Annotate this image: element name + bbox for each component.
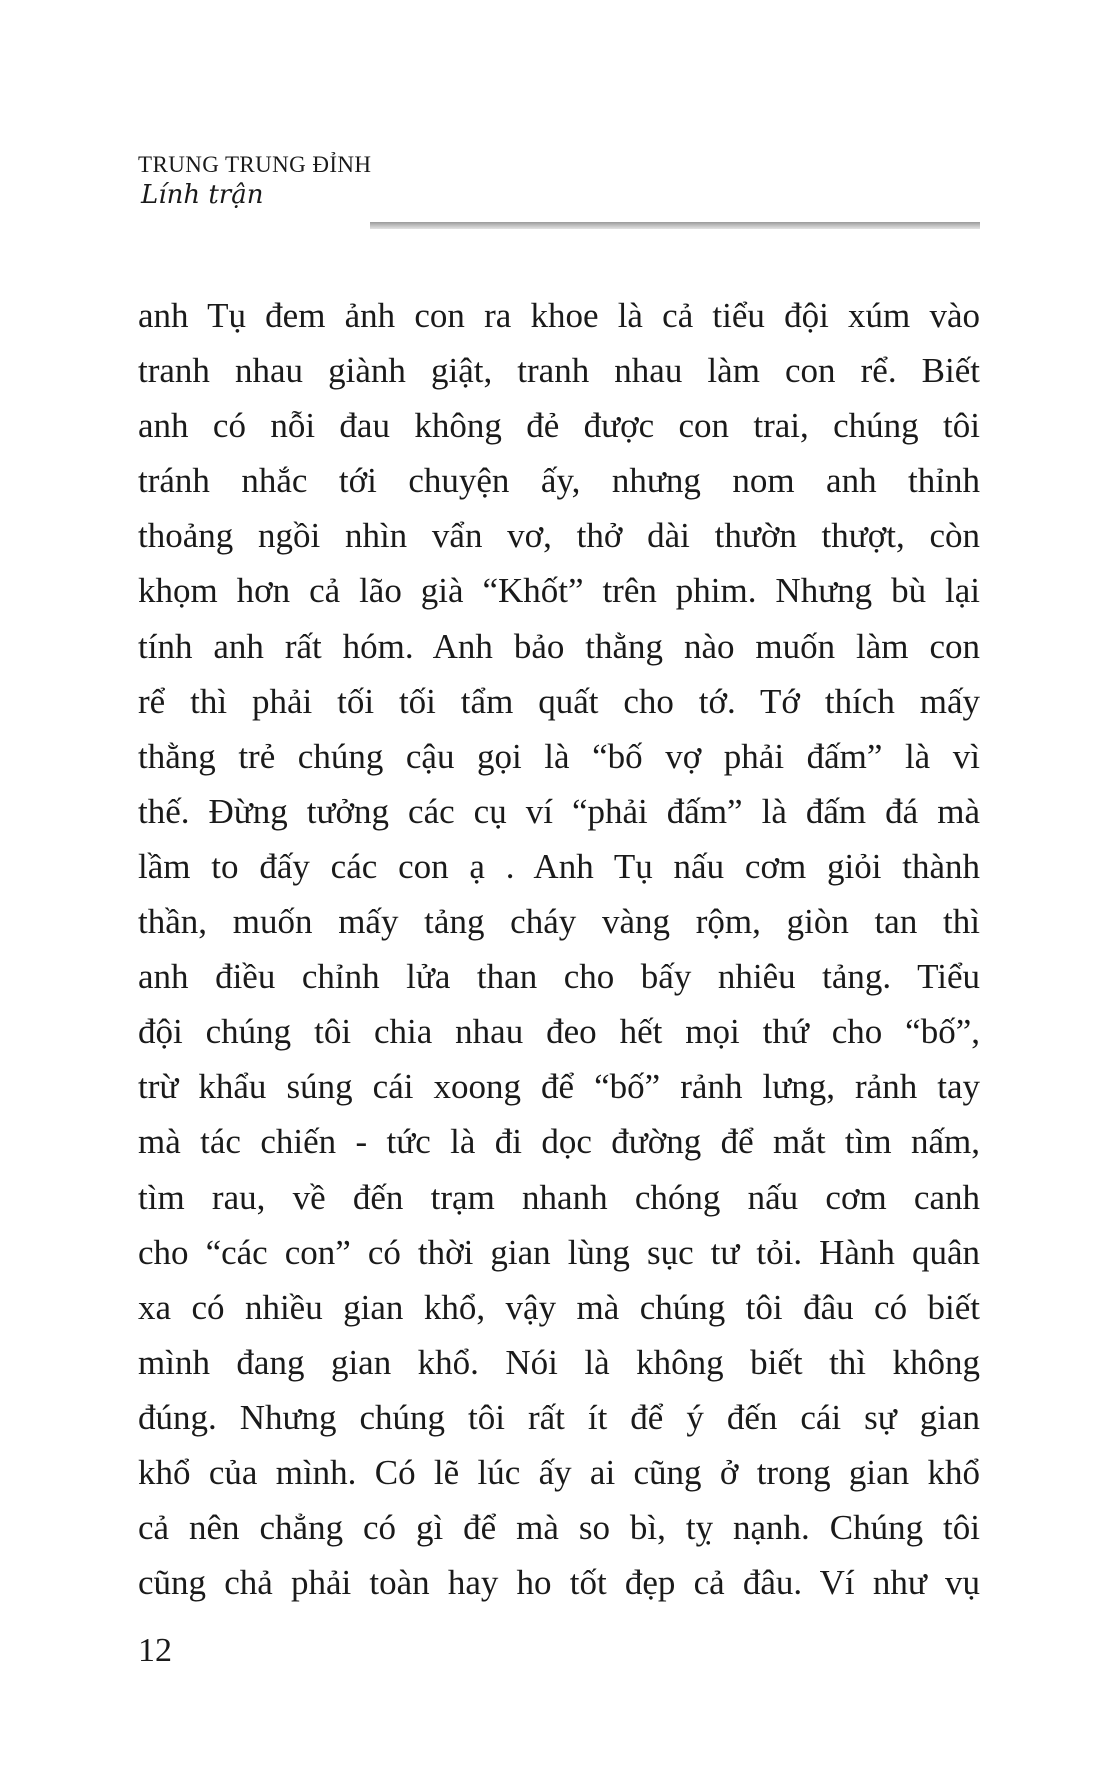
text-line: mà tác chiến - tức là đi dọc đường để mắt tìm nấm, [138, 1122, 980, 1162]
text-line: đội chúng tôi chia nhau đeo hết mọi thứ cho “bố”, [138, 1012, 980, 1052]
book-title: Lính trận [141, 180, 264, 210]
text-line: anh điều chỉnh lửa than cho bấy nhiêu tảng. Tiểu [138, 957, 980, 997]
header-rule [370, 222, 980, 229]
running-header [138, 152, 980, 232]
text-line: khọm hơn cả lão già “Khốt” trên phim. Nhưng bù lại [138, 571, 980, 611]
text-line: trừ khẩu súng cái xoong để “bố” rảnh lưng, rảnh tay [138, 1067, 980, 1107]
text-line: tìm rau, về đến trạm nhanh chóng nấu cơm canh [138, 1177, 980, 1217]
text-line: tránh nhắc tới chuyện ấy, nhưng nom anh thỉnh [138, 461, 980, 501]
text-line: rể thì phải tối tối tẩm quất cho tớ. Tớ thích mấy [138, 681, 980, 721]
text-line: cho “các con” có thời gian lùng sục tư tỏi. Hành quân [138, 1232, 980, 1272]
text-line: tính anh rất hóm. Anh bảo thằng nào muốn làm con [138, 626, 980, 666]
text-line: tranh nhau giành giật, tranh nhau làm con rể. Biết [138, 351, 980, 391]
text-line: đúng. Nhưng chúng tôi rất ít để ý đến cái sự gian [138, 1397, 980, 1437]
text-line: anh Tụ đem ảnh con ra khoe là cả tiểu đội xúm vào [138, 296, 980, 335]
page-number: 12 [138, 1632, 172, 1669]
body-text [138, 288, 980, 1610]
text-line: xa có nhiều gian khổ, vậy mà chúng tôi đâu có biết [138, 1287, 980, 1327]
text-line: thế. Đừng tưởng các cụ ví “phải đấm” là đấm đá mà [138, 791, 980, 831]
text-line: thần, muốn mấy tảng cháy vàng rộm, giòn tan thì [138, 902, 980, 942]
text-line: mình đang gian khổ. Nói là không biết thì không [138, 1342, 980, 1382]
text-line: khổ của mình. Có lẽ lúc ấy ai cũng ở trong gian khổ [138, 1452, 980, 1492]
text-line: anh có nỗi đau không đẻ được con trai, chúng tôi [138, 406, 980, 446]
text-line: thoảng ngồi nhìn vẩn vơ, thở dài thườn thượt, còn [138, 516, 980, 556]
text-line: thằng trẻ chúng cậu gọi là “bố vợ phải đấm” là vì [138, 736, 980, 776]
text-line: cả nên chẳng có gì để mà so bì, tỵ nạnh. Chúng tôi [138, 1508, 980, 1548]
text-line: lầm to đấy các con ạ . Anh Tụ nấu cơm giỏi thành [138, 846, 980, 886]
text-line: cũng chả phải toàn hay ho tốt đẹp cả đâu. Ví như vụ [138, 1563, 980, 1603]
author-name: TRUNG TRUNG ĐỈNH [138, 152, 372, 177]
